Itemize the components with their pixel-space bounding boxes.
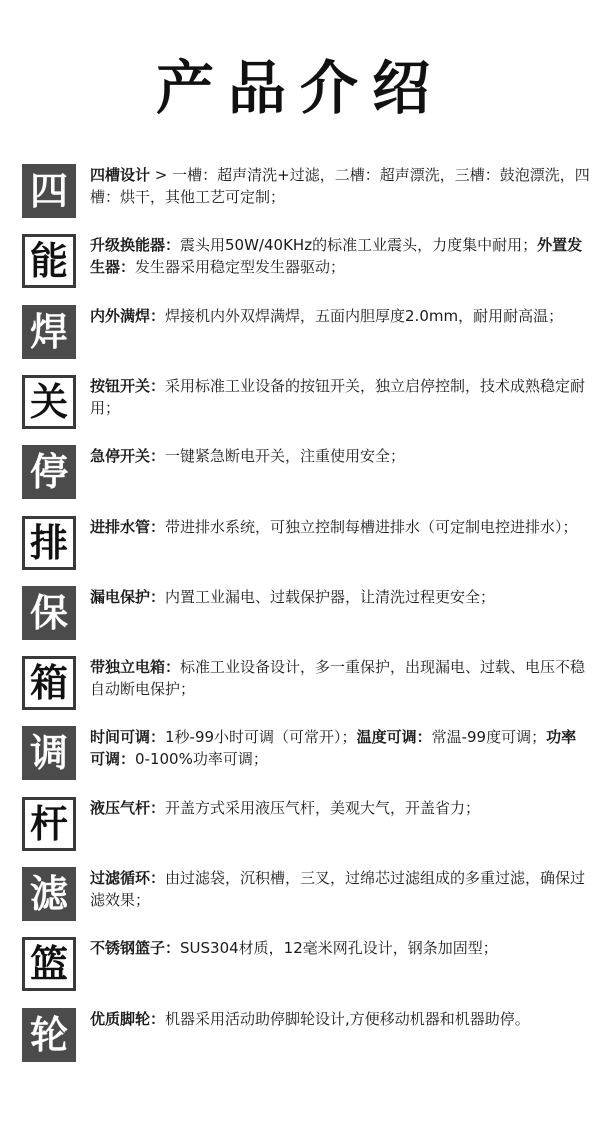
feature-text: 内置工业漏电、过载保护器，让清洗过程更安全； bbox=[165, 587, 496, 606]
feature-description bbox=[90, 375, 590, 419]
feature-description bbox=[90, 1008, 590, 1030]
feature-item bbox=[22, 797, 592, 857]
feature-item bbox=[22, 516, 592, 576]
feature-description bbox=[90, 234, 590, 278]
feature-text: 带进排水系统，可独立控制每槽进排水（可定制电控进排水）； bbox=[165, 517, 578, 536]
feature-text: 由过滤袋，沉积槽，三叉，过绵芯过滤组成的多重过滤，确保过滤效果； bbox=[90, 869, 586, 909]
feature-item bbox=[22, 1008, 592, 1068]
feature-label: 进排水管： bbox=[90, 517, 166, 536]
feature-badge: 滤 bbox=[22, 867, 76, 921]
feature-label: 过滤循环： bbox=[90, 869, 166, 887]
feature-label: 内外满焊： bbox=[90, 306, 166, 325]
feature-badge: 四 bbox=[22, 164, 76, 218]
feature-item bbox=[22, 305, 592, 365]
feature-label: 温度可调： bbox=[356, 728, 432, 747]
feature-text: 一键紧急断电开关，注重使用安全； bbox=[165, 447, 406, 466]
feature-text: 发生器采用稳定型发生器驱动； bbox=[135, 258, 346, 277]
feature-badge: 能 bbox=[22, 234, 76, 288]
feature-label: 液压气杆： bbox=[90, 798, 166, 817]
feature-text: 标准工业设备设计，多一重保护，出现漏电、过载、电压不稳自动断电保护； bbox=[90, 658, 586, 699]
feature-label: 外置发生器： bbox=[90, 236, 583, 277]
feature-text: SUS304材质，12毫米网孔设计，钢条加固型； bbox=[180, 939, 498, 958]
feature-description bbox=[90, 164, 590, 208]
feature-text: 开盖方式采用液压气杆，美观大气，开盖省力； bbox=[165, 798, 481, 817]
feature-text: 机器采用活动助停脚轮设计,方便移动机器和机器助停。 bbox=[165, 1009, 530, 1028]
feature-label: 带独立电箱： bbox=[90, 658, 181, 677]
feature-text: 常温-99度可调； bbox=[431, 728, 547, 747]
feature-item bbox=[22, 937, 592, 997]
feature-description bbox=[90, 726, 590, 770]
feature-badge: 保 bbox=[22, 586, 76, 640]
feature-text: 采用标准工业设备的按钮开关，独立启停控制，技术成熟稳定耐用； bbox=[90, 376, 586, 417]
feature-item bbox=[22, 164, 592, 224]
feature-description bbox=[90, 937, 590, 959]
feature-label: 漏电保护： bbox=[90, 587, 166, 606]
feature-badge: 杆 bbox=[22, 797, 76, 851]
feature-text: 1秒-99小时可调（可常开）； bbox=[165, 728, 357, 747]
feature-label: 升级换能器： bbox=[90, 236, 181, 255]
feature-item bbox=[22, 867, 592, 927]
feature-badge: 轮 bbox=[22, 1008, 76, 1062]
feature-item bbox=[22, 375, 592, 435]
feature-description bbox=[90, 586, 590, 608]
feature-badge: 箱 bbox=[22, 656, 76, 710]
feature-badge: 关 bbox=[22, 375, 76, 429]
feature-label: 四槽设计 bbox=[90, 166, 151, 184]
feature-description bbox=[90, 797, 590, 819]
feature-item bbox=[22, 726, 592, 786]
feature-label: 不锈钢篮子： bbox=[90, 939, 181, 958]
feature-label: 功率可调： bbox=[90, 728, 577, 769]
feature-text: > 一槽：超声清洗+过滤，二槽：超声漂洗，三槽：鼓泡漂洗，四槽：烘干，其他工艺可定制； bbox=[90, 166, 590, 206]
feature-badge: 焊 bbox=[22, 305, 76, 359]
feature-item bbox=[22, 586, 592, 646]
feature-badge: 篮 bbox=[22, 937, 76, 991]
feature-description bbox=[90, 445, 590, 467]
feature-item bbox=[22, 234, 592, 294]
feature-badge: 排 bbox=[22, 516, 76, 570]
feature-badge: 停 bbox=[22, 445, 76, 499]
feature-description bbox=[90, 656, 590, 700]
feature-text: 震头用50W/40KHz的标准工业震头，力度集中耐用； bbox=[180, 236, 538, 255]
feature-label: 按钮开关： bbox=[90, 376, 166, 395]
feature-description bbox=[90, 305, 590, 327]
page-title: 产品介绍 bbox=[155, 54, 444, 122]
feature-label: 急停开关： bbox=[90, 447, 166, 466]
feature-item bbox=[22, 445, 592, 505]
feature-label: 优质脚轮： bbox=[90, 1009, 166, 1028]
feature-badge: 调 bbox=[22, 726, 76, 780]
feature-description bbox=[90, 867, 590, 911]
feature-description bbox=[90, 516, 590, 538]
feature-text: 焊接机内外双焊满焊，五面内胆厚度2.0mm，耐用耐高温； bbox=[165, 306, 564, 325]
feature-text: 0-100%功率可调； bbox=[135, 750, 268, 769]
feature-label: 时间可调： bbox=[90, 728, 166, 747]
feature-item bbox=[22, 656, 592, 716]
